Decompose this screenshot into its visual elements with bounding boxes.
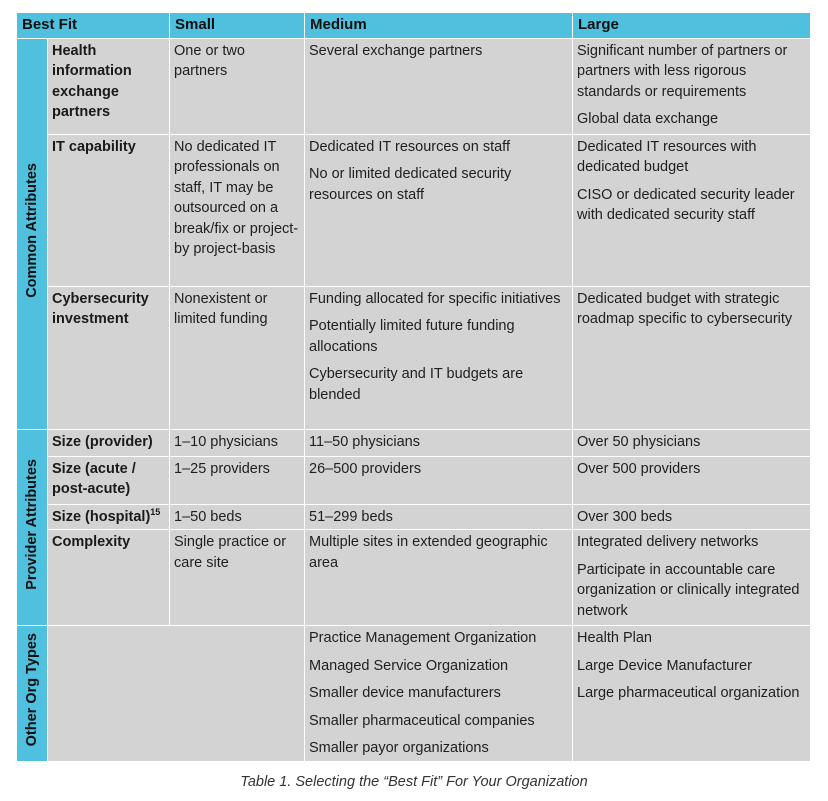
cell-text: Smaller pharmaceutical companies bbox=[309, 712, 535, 729]
header-large: Large bbox=[573, 13, 811, 39]
attr-size-hospital bbox=[48, 504, 170, 530]
group-other-org-types bbox=[17, 626, 48, 762]
attr-cybersecurity-investment: Cybersecurity investment bbox=[48, 286, 170, 429]
cell-text: Funding allocated for specific initiatives bbox=[309, 290, 561, 307]
cell-medium bbox=[305, 504, 573, 530]
attr-complexity: Complexity bbox=[48, 530, 170, 626]
table-caption: Table 1. Selecting the “Best Fit” For Your Organization bbox=[240, 774, 588, 790]
cell-small bbox=[170, 38, 305, 134]
cell-text: Global data exchange bbox=[577, 111, 719, 127]
cell-text: Dedicated IT resources with dedicated budget bbox=[577, 138, 757, 175]
cell-text: Over 50 physicians bbox=[577, 433, 701, 450]
cell-text: Smaller payor organizations bbox=[309, 740, 489, 756]
cell-small bbox=[170, 429, 305, 456]
cell-text: Participate in accountable care organization or clinically integrated network bbox=[577, 561, 800, 619]
cell-text: Multiple sites in extended geographic area bbox=[309, 534, 548, 571]
group-provider-attributes bbox=[17, 429, 48, 626]
cell-medium bbox=[305, 626, 573, 762]
header-small: Small bbox=[170, 13, 305, 39]
footnote-ref: 15 bbox=[150, 506, 161, 517]
cell-text: Cybersecurity and IT budgets are blended bbox=[309, 366, 524, 403]
best-fit-table bbox=[16, 12, 811, 762]
cell-text: Several exchange partners bbox=[309, 42, 483, 59]
cell-text: Significant number of partners or partners with less rigorous standards or requirements bbox=[577, 42, 788, 100]
header-best-fit: Best Fit bbox=[17, 13, 170, 39]
row-size-hospital bbox=[17, 504, 811, 530]
group-label: Provider Attributes bbox=[23, 458, 40, 590]
cell-text: Potentially limited future funding allocations bbox=[309, 318, 515, 355]
row-hie bbox=[17, 38, 811, 134]
cell-large bbox=[573, 530, 811, 626]
cell-small bbox=[170, 504, 305, 530]
cell-medium bbox=[305, 429, 573, 456]
cell-large bbox=[573, 134, 811, 286]
cell-text: 1–50 beds bbox=[174, 508, 242, 525]
cell-medium bbox=[305, 530, 573, 626]
cell-large bbox=[573, 429, 811, 456]
cell-medium bbox=[305, 286, 573, 429]
cell-text: 1–10 physicians bbox=[174, 433, 279, 450]
cell-text: CISO or dedicated security leader with dedicated security staff bbox=[577, 186, 795, 223]
cell-small bbox=[170, 456, 305, 504]
cell-text: 51–299 beds bbox=[309, 508, 393, 525]
row-size-provider bbox=[17, 429, 811, 456]
cell-text: Large pharmaceutical organization bbox=[577, 685, 800, 701]
cell-text: Practice Management Organization bbox=[309, 630, 537, 646]
cell-large bbox=[573, 38, 811, 134]
cell-text: Dedicated IT resources on staff bbox=[309, 138, 510, 155]
attr-label: Size (hospital) bbox=[52, 508, 151, 525]
cell-text: Health Plan bbox=[577, 630, 652, 646]
attr-size-provider: Size (provider) bbox=[48, 429, 170, 456]
row-cybersecurity-investment bbox=[17, 286, 811, 429]
attr-it-capability: IT capability bbox=[48, 134, 170, 286]
row-other-org-types bbox=[17, 626, 811, 762]
group-label: Other Org Types bbox=[23, 633, 40, 747]
cell-text: Managed Service Organization bbox=[309, 657, 509, 674]
cell-text: No or limited dedicated security resources on staff bbox=[309, 166, 512, 203]
cell-text: Single practice or care site bbox=[174, 534, 287, 571]
cell-medium bbox=[305, 38, 573, 134]
cell-small bbox=[170, 134, 305, 286]
cell-text: Smaller device manufacturers bbox=[309, 685, 501, 701]
group-common-attributes bbox=[17, 38, 48, 429]
cell-text: Large Device Manufacturer bbox=[577, 657, 752, 674]
row-complexity bbox=[17, 530, 811, 626]
row-size-acute bbox=[17, 456, 811, 504]
cell-text: One or two partners bbox=[174, 42, 245, 79]
cell-empty bbox=[48, 626, 305, 762]
cell-small bbox=[170, 530, 305, 626]
group-label: Common Attributes bbox=[23, 162, 40, 298]
cell-text: 1–25 providers bbox=[174, 460, 270, 477]
cell-text: Dedicated budget with strategic roadmap specific to cybersecurity bbox=[577, 290, 793, 327]
cell-large bbox=[573, 504, 811, 530]
cell-text: Over 300 beds bbox=[577, 508, 673, 525]
header-medium: Medium bbox=[305, 13, 573, 39]
header-row bbox=[17, 13, 811, 39]
row-it-capability bbox=[17, 134, 811, 286]
cell-large bbox=[573, 456, 811, 504]
cell-text: Nonexistent or limited funding bbox=[174, 290, 268, 327]
attr-size-acute: Size (acute / post-acute) bbox=[48, 456, 170, 504]
cell-text: 11–50 physicians bbox=[309, 433, 420, 450]
attr-hie: Health information exchange partners bbox=[48, 38, 170, 134]
cell-medium bbox=[305, 456, 573, 504]
cell-small bbox=[170, 286, 305, 429]
cell-medium bbox=[305, 134, 573, 286]
cell-large bbox=[573, 286, 811, 429]
cell-text: 26–500 providers bbox=[309, 460, 422, 477]
cell-large bbox=[573, 626, 811, 762]
cell-text: No dedicated IT professionals on staff, IT may be outsourced on a break/fix or project-by project-basis bbox=[174, 138, 299, 257]
cell-text: Over 500 providers bbox=[577, 460, 701, 477]
cell-text: Integrated delivery networks bbox=[577, 534, 759, 550]
